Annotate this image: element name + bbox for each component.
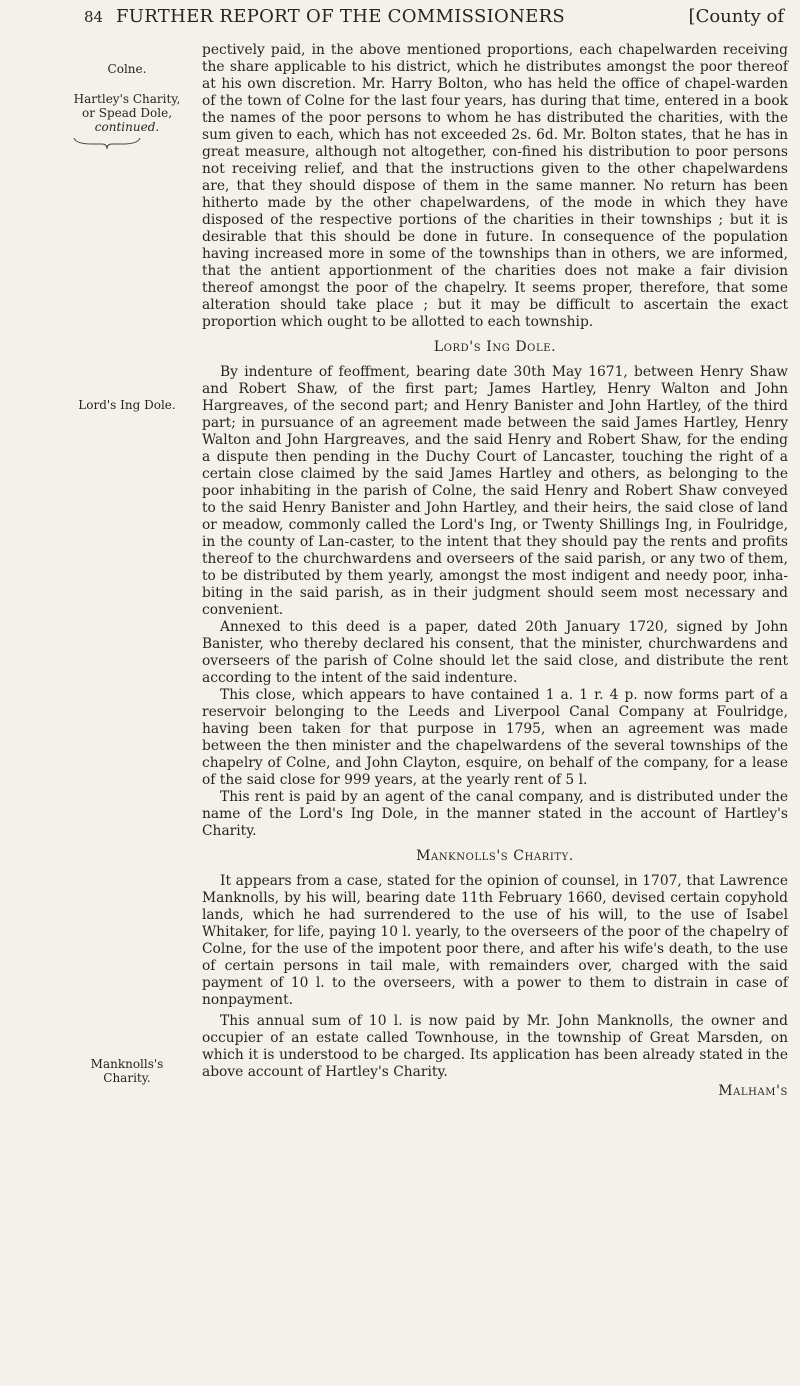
margin-note-manknolls-line2: Charity. [103,1071,151,1085]
paragraph: It appears from a case, stated for the opinion of counsel, in 1707, that Lawrence Manknolls, by his will, bearing date 11th February 1660, devised certain copyhold lands, which he had surrendered to the use of his will, to the use of Isabel Whitaker, for life, paying 10 l. yearly, to the overseers of the poor of the chapelry of Colne, for the use of the impotent poor there, and after his wife's death, to the use of certain persons in tail male, with remainders over, charged with the said payment of 10 l. to the overseers, with a power to them to distrain in case of nonpayment. [202,873,788,1008]
section-heading-lords-ing: Lord's Ing Dole. [433,339,557,355]
margin-note-lords-ing: Lord's Ing Dole. [78,398,176,412]
margin-note-hartley-line2: or Spead Dole, [81,106,173,120]
paragraph: Annexed to this deed is a paper, dated 20th January 1720, signed by John Banister, who thereby declared his consent, that the minister, churchwardens and overseers of the parish of Colne should let the said close, and distribute the rent according to the intent of the said indenture. [202,619,788,686]
catchword: Malham's [718,1083,788,1099]
margin-note-hartley-line3: continued. [94,120,160,134]
running-county: [County of [688,6,784,27]
section-heading-manknolls: Manknolls's Charity. [416,848,574,864]
page-number: 84 [84,8,104,26]
margin-note-manknolls-line1: Manknolls's [90,1057,164,1071]
page-header [84,4,784,40]
brace-icon [72,136,142,150]
paragraph: By indenture of feoffment, bearing date 30th May 1671, between Henry Shaw and Robert Shaw, of the first part; James Hartley, Henry Walton and John Hargreaves, of the second part; and Henry Banister and John Hartley, of the third part; in pursuance of an agreement made between the said James Hartley, Henry Walton and John Hargreaves, and the said Henry and Robert Shaw, for the ending a dispute then pending in the Duchy Court of Lancaster, touching the right of a certain close claimed by the said James Hartley and others, as belonging to the poor inhabiting in the parish of Colne, the said Henry and Robert Shaw conveyed to the said Henry Banister and John Hartley, and their heirs, the said close of land or meadow, commonly called the Lord's Ing, or Twenty Shillings Ing, in Foulridge, in the county of Lan-caster, to the intent that they should pay the rents and profits thereof to the churchwardens and overseers of the said parish, or any two of them, to be distributed by them yearly, amongst the most indigent and needy poor, inha-biting in the said parish, as in their judgment should seem most necessary and convenient. [202,364,788,618]
paragraph: This close, which appears to have contained 1 a. 1 r. 4 p. now forms part of a reservoir belonging to the Leeds and Liverpool Canal Company at Foulridge, having been taken for that purpose in 1795, when an agreement was made between the then minister and the chapelwardens of the several townships of the chapelry of Colne, and John Clayton, esquire, on behalf of the company, for a lease of the said close for 999 years, at the yearly rent of 5 l. [202,687,788,788]
margin-note-hartley-line1: Hartley's Charity, [73,92,181,106]
margin-note-hartley [62,92,192,134]
body-text [202,42,788,1100]
margin-note-colne: Colne. [107,62,147,76]
margin-note-manknolls [62,1057,192,1085]
running-title: FURTHER REPORT OF THE COMMISSIONERS [116,6,566,27]
paragraph: pectively paid, in the above mentioned proportions, each chapelwarden receiving the share applicable to his district, which he distributes amongst the poor thereof at his own discretion. Mr. Harry Bolton, who has held the office of chapel-warden of the town of Colne for the last four years, has during that time, entered in a book the names of the poor persons to whom he has distributed the charities, with the sum given to each, which has not exceeded 2s. 6d. Mr. Bolton states, that he has in great measure, although not altogether, con-fined his distribution to poor persons not receiving relief, and that the instructions given to the other chapelwardens are, that they should dispose of them in the same manner. No return has been hitherto made by the other chapelwardens, of the mode in which they have disposed of the respective portions of the charities in their townships ; but it is desirable that this should be done in future. In consequence of the population having increased more in some of the townships than in others, we are informed, that the antient apportionment of the charities does not make a fair division thereof amongst the poor of the chapelry. It seems proper, therefore, that some alteration should take place ; but it may be difficult to ascertain the exact proportion which ought to be allotted to each township. [202,42,788,330]
paragraph: This annual sum of 10 l. is now paid by Mr. John Manknolls, the owner and occupier of an estate called Townhouse, in the township of Great Marsden, on which it is understood to be charged. Its application has been already stated in the above account of Hartley's Charity. [202,1013,788,1080]
paragraph: This rent is paid by an agent of the canal company, and is distributed under the name of the Lord's Ing Dole, in the manner stated in the account of Hartley's Charity. [202,789,788,839]
